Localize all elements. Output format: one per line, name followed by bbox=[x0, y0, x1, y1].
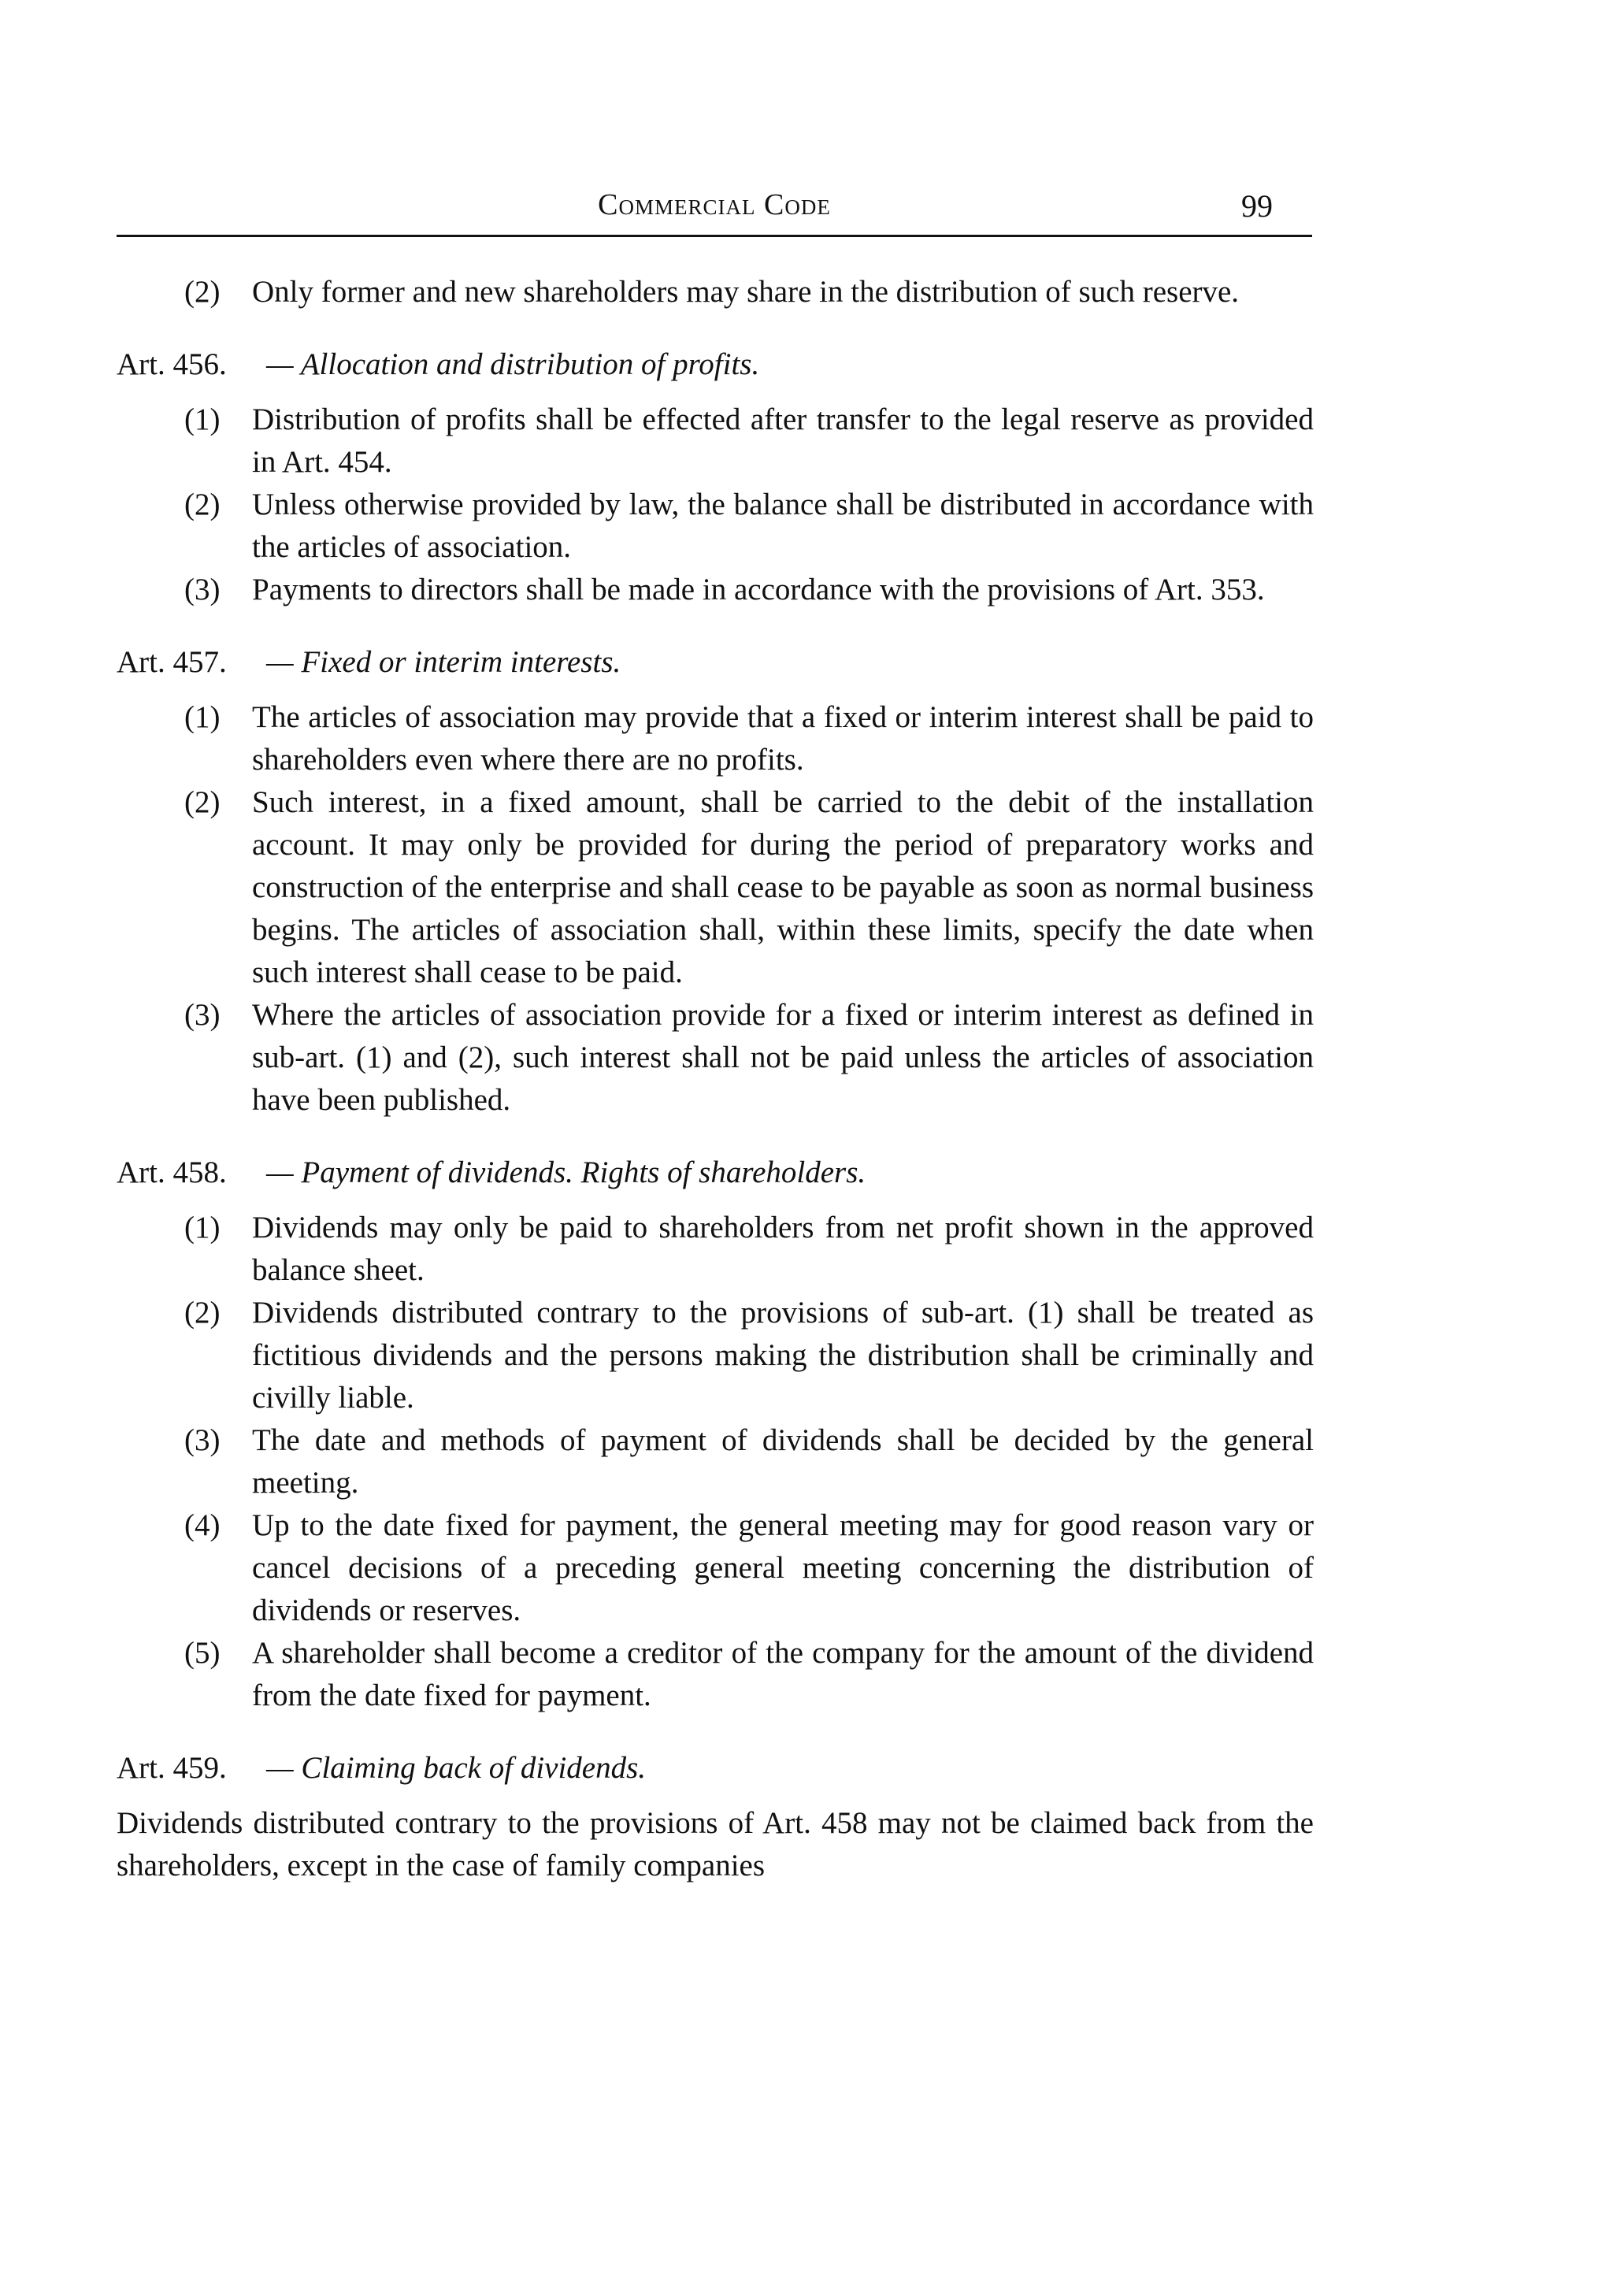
paragraph-number: (5) bbox=[184, 1636, 221, 1670]
paragraph-text: Dividends may only be paid to shareholders from net profit shown in the approved balance sheet. bbox=[252, 1211, 1314, 1287]
page-body bbox=[117, 271, 1314, 1887]
article-459-text: Dividends distributed contrary to the provisions of Art. 458 may not be claimed back from the shareholders, except in the case of family companies bbox=[117, 1806, 1314, 1882]
article-number: Art. 459. bbox=[117, 1751, 227, 1785]
article-458-heading bbox=[117, 1152, 1314, 1194]
paragraph-intro-2 bbox=[117, 271, 1314, 313]
paragraph-text: The date and methods of payment of dividends shall be decided by the general meeting. bbox=[252, 1423, 1314, 1500]
paragraph-number: (3) bbox=[184, 573, 221, 606]
paragraph-number: (2) bbox=[184, 785, 221, 819]
paragraph-number: (1) bbox=[184, 700, 221, 734]
paragraph-number: (4) bbox=[184, 1508, 221, 1542]
paragraph-number: (2) bbox=[184, 1296, 221, 1330]
paragraph-text: Dividends distributed contrary to the provisions of sub-art. (1) shall be treated as fictitious dividends and the persons making the distribution shall be criminally and civilly liable. bbox=[252, 1296, 1314, 1415]
paragraph-text: Only former and new shareholders may share in the distribution of such reserve. bbox=[252, 275, 1240, 309]
paragraph-text: A shareholder shall become a creditor of the company for the amount of the dividend from the date fixed for payment. bbox=[252, 1636, 1314, 1712]
article-456-heading bbox=[117, 343, 1314, 386]
article-457-paragraph-1 bbox=[117, 696, 1314, 781]
paragraph-text: Such interest, in a fixed amount, shall be carried to the debit of the installation account. It may only be provided for during the period of preparatory works and construction of the enterprise and shall cease to be payable as soon as normal business begins. The articles of association shall, within these limits, specify the date when such interest shall cease to be paid. bbox=[252, 785, 1314, 989]
paragraph-text: Unless otherwise provided by law, the balance shall be distributed in accordance with the articles of association. bbox=[252, 488, 1314, 564]
article-number: Art. 456. bbox=[117, 347, 227, 381]
article-459-heading bbox=[117, 1747, 1314, 1790]
article-458-paragraph-3 bbox=[117, 1419, 1314, 1504]
article-458-paragraph-5 bbox=[117, 1632, 1314, 1717]
article-title: — Fixed or interim interests. bbox=[266, 645, 621, 679]
paragraph-text: Payments to directors shall be made in accordance with the provisions of Art. 353. bbox=[252, 573, 1265, 606]
article-456-paragraph-3 bbox=[117, 569, 1314, 611]
paragraph-number: (2) bbox=[184, 488, 221, 521]
article-457-paragraph-3 bbox=[117, 994, 1314, 1122]
paragraph-number: (3) bbox=[184, 1423, 221, 1457]
article-456-paragraph-1 bbox=[117, 399, 1314, 484]
article-title: — Payment of dividends. Rights of shareholders. bbox=[266, 1155, 866, 1189]
article-457-paragraph-2 bbox=[117, 781, 1314, 994]
paragraph-number: (1) bbox=[184, 402, 221, 436]
paragraph-text: Distribution of profits shall be effected after transfer to the legal reserve as provided in Art. 454. bbox=[252, 402, 1314, 479]
article-458-paragraph-1 bbox=[117, 1207, 1314, 1292]
paragraph-text: The articles of association may provide that a fixed or interim interest shall be paid to shareholders even where there are no profits. bbox=[252, 700, 1314, 777]
paragraph-text: Where the articles of association provide for a fixed or interim interest as defined in sub-art. (1) and (2), such interest shall not be paid unless the articles of association have been published. bbox=[252, 998, 1314, 1117]
article-number: Art. 457. bbox=[117, 645, 227, 679]
page-number: 99 bbox=[1241, 188, 1273, 224]
paragraph-text: Up to the date fixed for payment, the general meeting may for good reason vary or cancel decisions of a preceding general meeting concerning the distribution of dividends or reserves. bbox=[252, 1508, 1314, 1627]
article-456-paragraph-2 bbox=[117, 484, 1314, 569]
page-header bbox=[117, 187, 1312, 237]
article-number: Art. 458. bbox=[117, 1155, 227, 1189]
paragraph-number: (2) bbox=[184, 275, 221, 309]
article-457-heading bbox=[117, 641, 1314, 684]
article-458-paragraph-4 bbox=[117, 1504, 1314, 1632]
paragraph-number: (3) bbox=[184, 998, 221, 1032]
article-title: — Claiming back of dividends. bbox=[266, 1751, 647, 1785]
running-title: Commercial Code bbox=[598, 188, 831, 221]
article-458-paragraph-2 bbox=[117, 1292, 1314, 1419]
article-title: — Allocation and distribution of profits. bbox=[266, 347, 760, 381]
paragraph-number: (1) bbox=[184, 1211, 221, 1244]
